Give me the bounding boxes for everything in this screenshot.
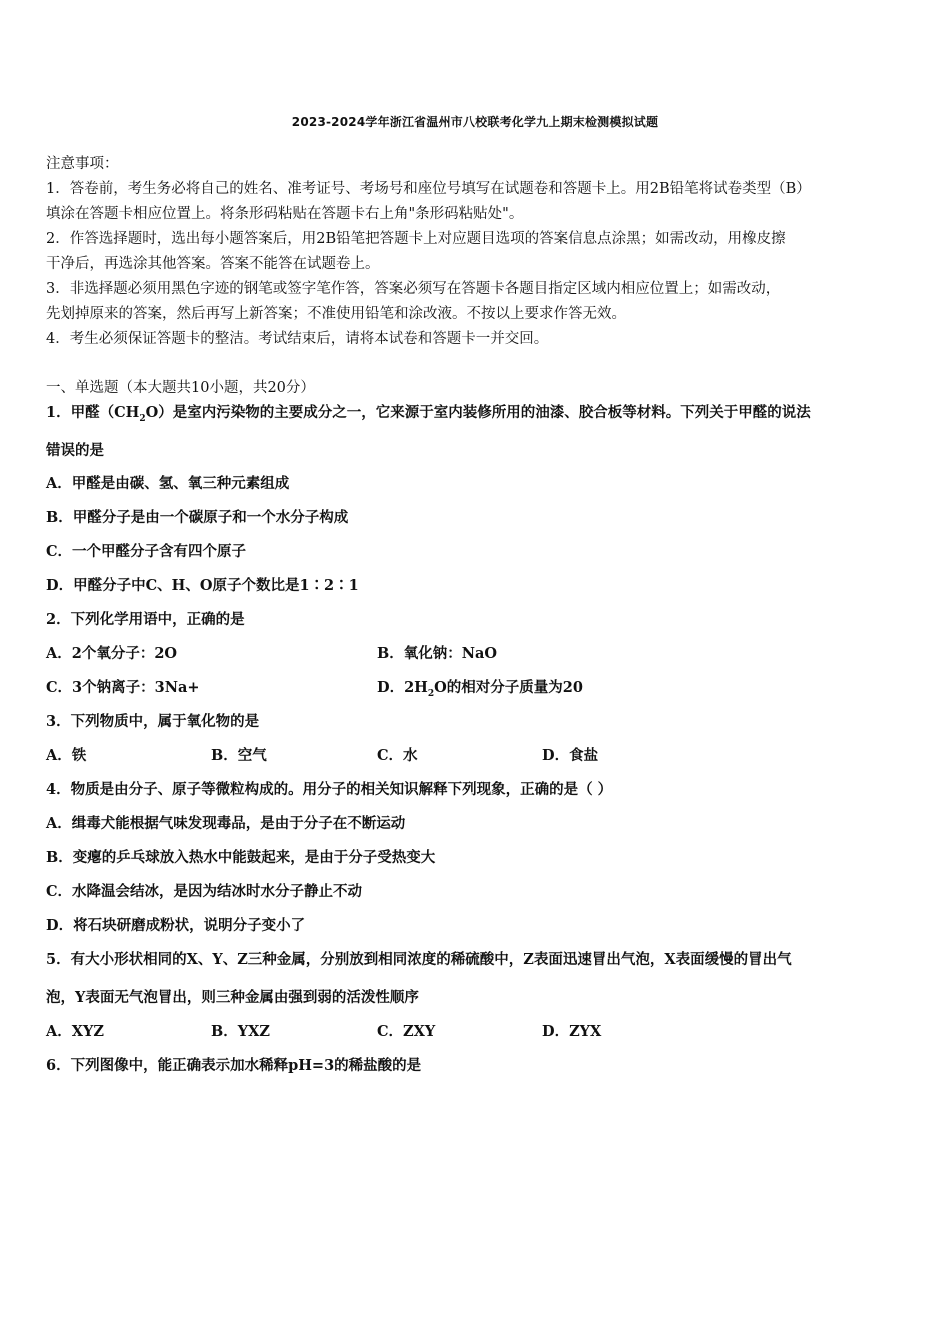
question-2-option-c: C．3个钠离子：3Na+ xyxy=(46,679,200,696)
notice-line: 3．非选择题必须用黑色字迹的钢笔或签字笔作答，答案必须写在答题卡各题目指定区域内相应位置上；如需改动， xyxy=(46,281,781,297)
question-2-option-b: B．氧化钠：NaO xyxy=(377,645,498,662)
notice-line: 干净后，再选涂其他答案。答案不能答在试题卷上。 xyxy=(46,256,380,272)
question-1-option-b: B．甲醛分子是由一个碳原子和一个水分子构成 xyxy=(46,509,349,526)
question-3-stem: 3．下列物质中，属于氧化物的是 xyxy=(46,713,260,730)
question-5-stem-cont: 泡，Y表面无气泡冒出，则三种金属由强到弱的活泼性顺序 xyxy=(46,989,419,1006)
question-3-option-d: D．食盐 xyxy=(542,747,599,764)
question-1-stem-cont: 错误的是 xyxy=(46,442,104,459)
exam-title: 2023-2024学年浙江省温州市八校联考化学九上期末检测模拟试题 xyxy=(291,115,659,129)
question-2-stem: 2．下列化学用语中，正确的是 xyxy=(46,611,245,628)
question-5-option-a: A．XYZ xyxy=(46,1023,104,1040)
notice-line: 先划掉原来的答案，然后再写上新答案；不准使用铅笔和涂改液。不按以上要求作答无效。 xyxy=(46,306,626,322)
question-3-option-b: B．空气 xyxy=(211,747,267,764)
question-4-option-d: D．将石块研磨成粉状，说明分子变小了 xyxy=(46,917,306,934)
question-4-stem: 4．物质是由分子、原子等微粒构成的。用分子的相关知识解释下列现象，正确的是（ ） xyxy=(46,781,613,798)
question-6-stem: 6．下列图像中，能正确表示加水稀释pH=3的稀盐酸的是 xyxy=(46,1057,422,1074)
question-1-option-d: D．甲醛分子中C、H、O原子个数比是1∶2∶1 xyxy=(46,577,359,594)
question-3-option-c: C．水 xyxy=(377,747,418,764)
question-5-option-c: C．ZXY xyxy=(377,1023,436,1040)
question-4-option-a: A．缉毒犬能根据气味发现毒品，是由于分子在不断运动 xyxy=(46,815,406,832)
notice-line: 填涂在答题卡相应位置上。将条形码粘贴在答题卡右上角"条形码粘贴处"。 xyxy=(46,206,524,222)
notice-line: 2．作答选择题时，选出每小题答案后，用2B铅笔把答题卡上对应题目选项的答案信息点涂黑；如需改动，用橡皮擦 xyxy=(46,231,786,247)
question-4-option-c: C．水降温会结冰，是因为结冰时水分子静止不动 xyxy=(46,883,363,900)
question-1-option-c: C．一个甲醛分子含有四个原子 xyxy=(46,543,247,560)
question-2-option-d: D．$2H_2O$的相对分子质量为20 xyxy=(377,679,583,699)
question-5-option-d: D．ZYX xyxy=(542,1023,602,1040)
question-1-option-a: A．甲醛是由碳、氢、氧三种元素组成 xyxy=(46,475,290,492)
question-5-stem: 5．有大小形状相同的X、Y、Z三种金属，分别放到相同浓度的稀硫酸中，Z表面迅速冒出气泡，X表面缓慢的冒出气 xyxy=(46,951,792,968)
notice-line: 1．答卷前，考生务必将自己的姓名、准考证号、考场号和座位号填写在试题卷和答题卡上。用2B铅笔将试卷类型（B） xyxy=(46,181,811,197)
notice-heading: 注意事项： xyxy=(46,156,119,172)
question-2-option-a: A．2个氧分子：2O xyxy=(46,645,178,662)
question-3-option-a: A．铁 xyxy=(46,747,87,764)
question-5-option-b: B．YXZ xyxy=(211,1023,270,1040)
notice-line: 4．考生必须保证答题卡的整洁。考试结束后，请将本试卷和答题卡一并交回。 xyxy=(46,331,549,347)
section-heading: 一、单选题（本大题共10小题，共20分） xyxy=(46,380,315,396)
question-1-stem: 1．甲醛$(CH_2O)$是室内污染物的主要成分之一，它来源于室内装修所用的油漆、胶合板等材料。下列关于甲醛的说法 xyxy=(46,404,811,424)
question-4-option-b: B．变瘪的乒乓球放入热水中能鼓起来，是由于分子受热变大 xyxy=(46,849,436,866)
